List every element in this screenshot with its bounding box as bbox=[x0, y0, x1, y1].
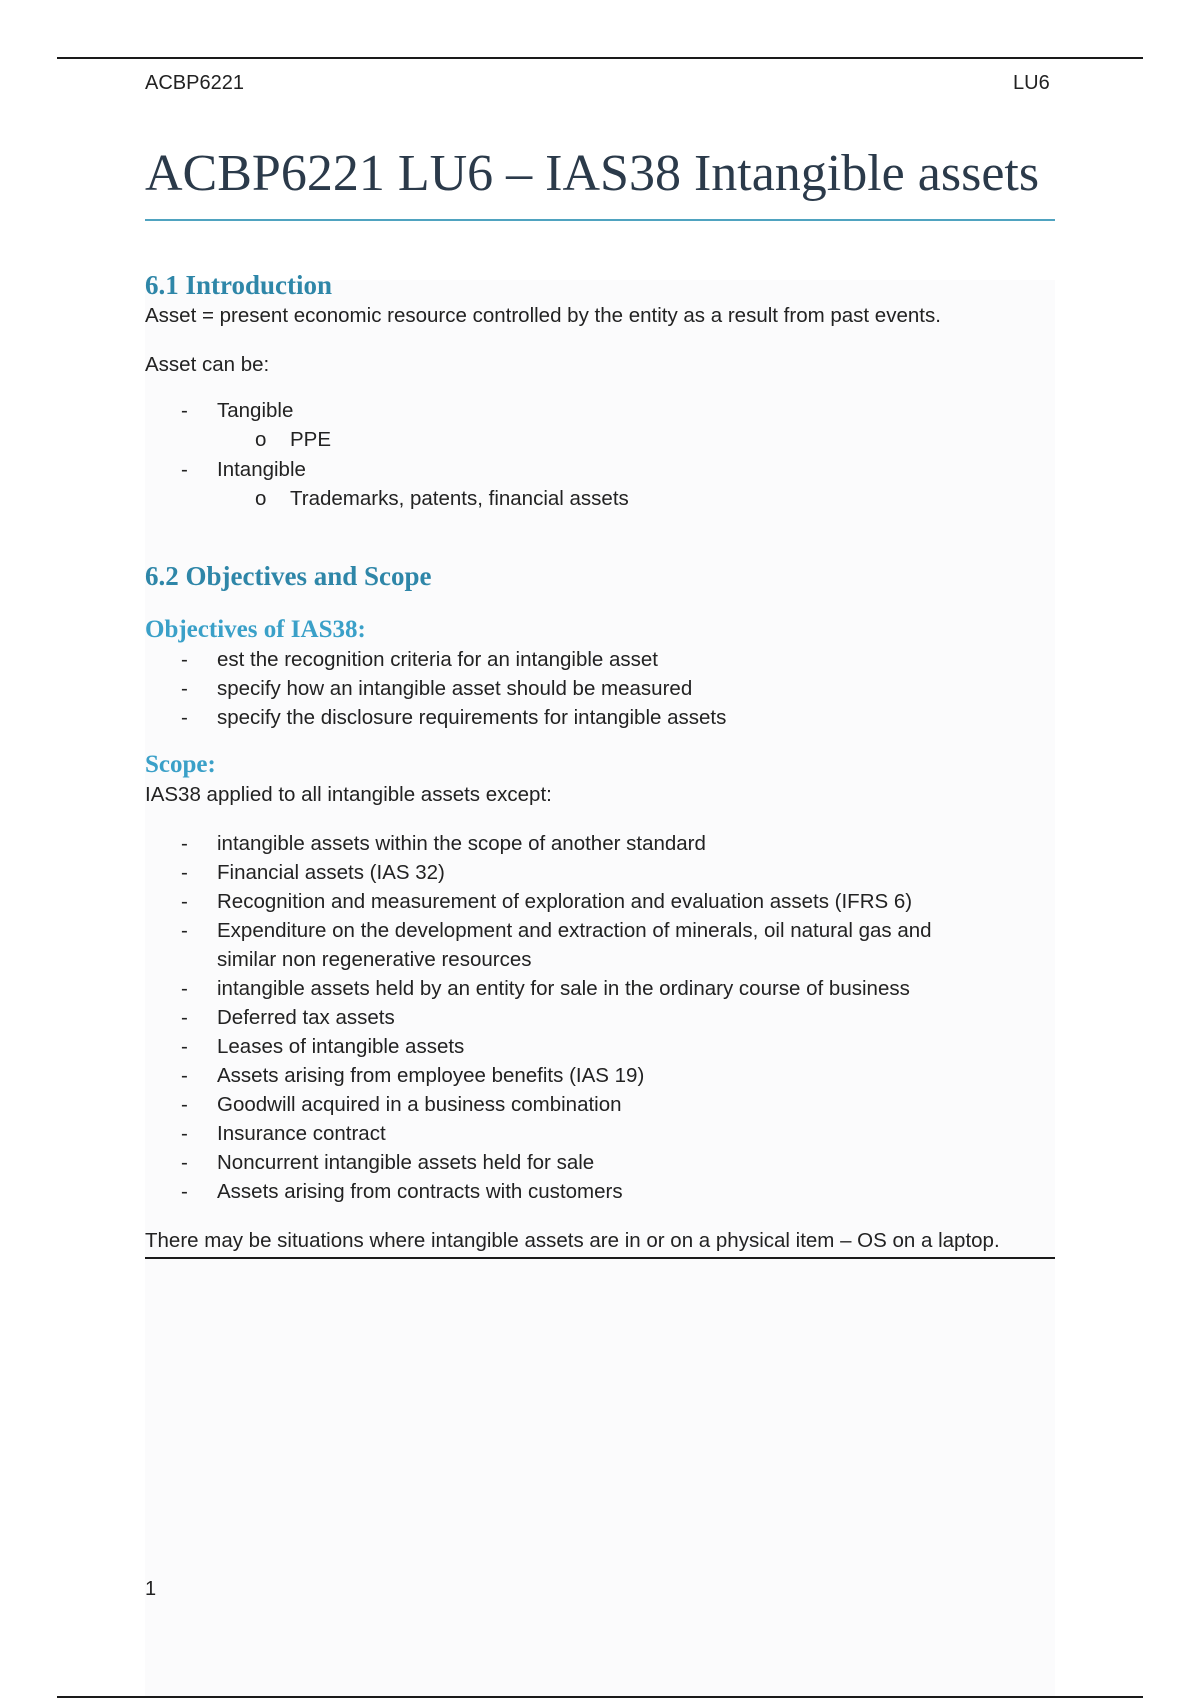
dash-bullet: - bbox=[181, 1093, 188, 1116]
list-item bbox=[145, 1061, 1055, 1090]
page-top-rule bbox=[57, 57, 1143, 59]
list-item-text: Assets arising from contracts with customers bbox=[217, 1180, 623, 1203]
circle-bullet: o bbox=[255, 487, 267, 510]
dash-bullet: - bbox=[181, 977, 188, 1000]
list-item-text: Assets arising from employee benefits (IAS 19) bbox=[217, 1064, 645, 1087]
dash-bullet: - bbox=[181, 1151, 188, 1174]
list-item bbox=[145, 455, 1055, 514]
list-item bbox=[145, 974, 1055, 1003]
page-bottom-rule bbox=[57, 1696, 1143, 1698]
dash-bullet: - bbox=[181, 399, 188, 422]
list-item bbox=[145, 1119, 1055, 1148]
list-item bbox=[145, 1003, 1055, 1032]
scope-exclusions-list bbox=[145, 829, 1055, 1206]
list-item bbox=[145, 674, 1055, 703]
dash-bullet: - bbox=[181, 832, 188, 855]
dash-bullet: - bbox=[181, 677, 188, 700]
list-item-text: Recognition and measurement of exploration and evaluation assets (IFRS 6) bbox=[217, 890, 913, 913]
dash-bullet: - bbox=[181, 919, 188, 942]
list-item-text: Tangible bbox=[217, 399, 294, 422]
list-item bbox=[145, 887, 1055, 916]
subheading-objectives: Objectives of IAS38: bbox=[145, 616, 366, 643]
list-item bbox=[145, 645, 1055, 674]
list-item-text: Financial assets (IAS 32) bbox=[217, 861, 445, 884]
dash-bullet: - bbox=[181, 458, 188, 481]
list-item-text: est the recognition criteria for an intangible asset bbox=[217, 648, 659, 671]
sub-list-item-text: PPE bbox=[290, 428, 332, 451]
list-item bbox=[145, 1090, 1055, 1119]
dash-bullet: - bbox=[181, 1064, 188, 1087]
list-item-text: Leases of intangible assets bbox=[217, 1035, 465, 1058]
list-item-text: intangible assets held by an entity for sale in the ordinary course of business bbox=[217, 977, 910, 1000]
list-item bbox=[145, 858, 1055, 887]
dash-bullet: - bbox=[181, 648, 188, 671]
document-body bbox=[145, 143, 1055, 1259]
section-end-rule bbox=[145, 1257, 1055, 1259]
section-heading-objectives-scope: 6.2 Objectives and Scope bbox=[145, 561, 432, 591]
sub-list bbox=[145, 484, 1055, 514]
list-item bbox=[145, 1032, 1055, 1061]
list-item-text: Expenditure on the development and extraction of minerals, oil natural gas and similar non regenerative resources bbox=[217, 919, 932, 971]
list-item-text: Noncurrent intangible assets held for sale bbox=[217, 1151, 595, 1174]
sub-list-item-text: Trademarks, patents, financial assets bbox=[290, 487, 629, 510]
objectives-list bbox=[145, 645, 1055, 732]
title-underline bbox=[145, 219, 1055, 221]
dash-bullet: - bbox=[181, 1035, 188, 1058]
dash-bullet: - bbox=[181, 1006, 188, 1029]
circle-bullet: o bbox=[255, 428, 267, 451]
asset-types-list bbox=[145, 396, 1055, 514]
list-item-text: specify the disclosure requirements for intangible assets bbox=[217, 706, 727, 729]
asset-definition: Asset = present economic resource controlled by the entity as a result from past events. bbox=[145, 304, 941, 327]
list-item bbox=[145, 1148, 1055, 1177]
asset-types-lead: Asset can be: bbox=[145, 353, 270, 376]
dash-bullet: - bbox=[181, 1180, 188, 1203]
subheading-scope: Scope: bbox=[145, 751, 216, 778]
running-header-left: ACBP6221 bbox=[145, 72, 244, 94]
list-item bbox=[145, 916, 1055, 974]
sub-list-item bbox=[145, 425, 1055, 455]
list-item bbox=[145, 829, 1055, 858]
list-item-text: Deferred tax assets bbox=[217, 1006, 395, 1029]
list-item bbox=[145, 396, 1055, 455]
list-item bbox=[145, 1177, 1055, 1206]
dash-bullet: - bbox=[181, 1122, 188, 1145]
dash-bullet: - bbox=[181, 861, 188, 884]
list-item-text: specify how an intangible asset should be measured bbox=[217, 677, 693, 700]
document-title: ACBP6221 LU6 – IAS38 Intangible assets bbox=[145, 145, 1040, 202]
page-number: 1 bbox=[145, 1578, 157, 1600]
list-item-text: Intangible bbox=[217, 458, 306, 481]
list-item-text: intangible assets within the scope of another standard bbox=[217, 832, 706, 855]
sub-list bbox=[145, 425, 1055, 455]
scope-lead: IAS38 applied to all intangible assets except: bbox=[145, 783, 552, 806]
list-item-text: Goodwill acquired in a business combination bbox=[217, 1093, 622, 1116]
sub-list-item bbox=[145, 484, 1055, 514]
closing-note: There may be situations where intangible assets are in or on a physical item – OS on a laptop. bbox=[145, 1229, 1000, 1252]
list-item bbox=[145, 703, 1055, 732]
list-item-text: Insurance contract bbox=[217, 1122, 386, 1145]
dash-bullet: - bbox=[181, 890, 188, 913]
running-header-right: LU6 bbox=[1013, 72, 1050, 94]
dash-bullet: - bbox=[181, 706, 188, 729]
section-heading-introduction: 6.1 Introduction bbox=[145, 270, 333, 300]
